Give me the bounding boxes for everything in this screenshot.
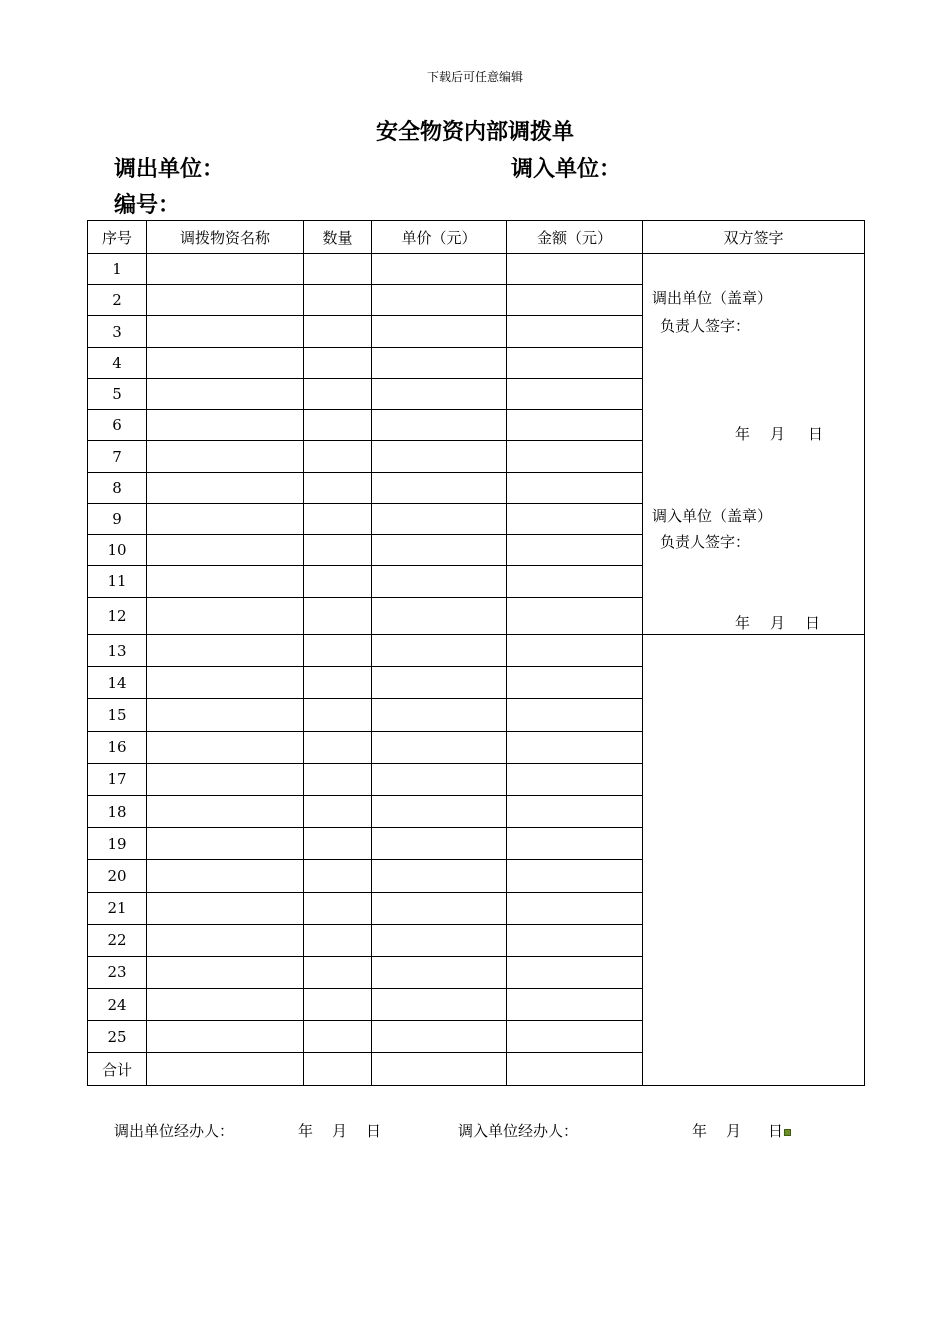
amount-cell[interactable] [507, 441, 643, 472]
footer-in-year: 年 [692, 1122, 708, 1140]
row-number: 8 [88, 472, 147, 503]
row-number: 15 [88, 699, 147, 731]
item-name-cell[interactable] [147, 860, 304, 892]
sign-in-person: 负责人签字： [660, 533, 751, 551]
sign-out-day: 日 [808, 425, 824, 443]
sign-out-date [735, 423, 823, 444]
row-number: 4 [88, 347, 147, 378]
row-number: 21 [88, 892, 147, 924]
quantity-cell[interactable] [304, 956, 372, 988]
quantity-cell[interactable] [304, 892, 372, 924]
item-name-cell[interactable] [147, 378, 304, 409]
row-number: 3 [88, 316, 147, 347]
unit-price-cell[interactable] [372, 254, 507, 285]
row-number: 7 [88, 441, 147, 472]
row-number: 13 [88, 635, 147, 667]
unit-price-cell[interactable] [372, 503, 507, 534]
table-row [88, 635, 865, 667]
amount-cell[interactable] [507, 956, 643, 988]
quantity-cell[interactable] [304, 597, 372, 634]
quantity-cell[interactable] [304, 828, 372, 860]
amount-cell[interactable] [507, 503, 643, 534]
amount-cell[interactable] [507, 667, 643, 699]
row-number: 1 [88, 254, 147, 285]
amount-cell[interactable] [507, 566, 643, 597]
amount-cell[interactable] [507, 347, 643, 378]
footer-in-month: 月 [726, 1122, 742, 1140]
unit-price-cell[interactable] [372, 956, 507, 988]
item-name-cell[interactable] [147, 989, 304, 1021]
out-unit-label: 调出单位： [114, 156, 225, 182]
quantity-cell[interactable] [304, 1021, 372, 1053]
unit-price-cell[interactable] [372, 699, 507, 731]
item-name-cell[interactable] [147, 254, 304, 285]
row-number: 9 [88, 503, 147, 534]
item-name-cell[interactable] [147, 924, 304, 956]
quantity-cell[interactable] [304, 635, 372, 667]
unit-price-cell[interactable] [372, 860, 507, 892]
sign-out-unit: 调出单位（盖章） [652, 289, 773, 307]
sign-in-year: 年 [735, 614, 751, 632]
row-number: 17 [88, 763, 147, 795]
quantity-cell[interactable] [304, 410, 372, 441]
sign-in-date [735, 612, 820, 633]
header-unit-price: 单价（元） [372, 221, 507, 254]
quantity-cell[interactable] [304, 1053, 372, 1085]
item-name-cell[interactable] [147, 472, 304, 503]
amount-cell[interactable] [507, 285, 643, 316]
signature-cell [643, 254, 865, 635]
amount-cell[interactable] [507, 892, 643, 924]
row-number: 12 [88, 597, 147, 634]
amount-cell[interactable] [507, 795, 643, 827]
unit-price-cell[interactable] [372, 1053, 507, 1085]
item-name-cell[interactable] [147, 892, 304, 924]
document-title: 安全物资内部调拨单 [375, 119, 574, 145]
header-note: 下载后可任意编辑 [426, 70, 523, 84]
row-number: 16 [88, 731, 147, 763]
item-name-cell[interactable] [147, 285, 304, 316]
row-number: 5 [88, 378, 147, 409]
blank-signature-area [643, 635, 865, 1086]
quantity-cell[interactable] [304, 535, 372, 566]
row-number: 2 [88, 285, 147, 316]
item-name-cell[interactable] [147, 763, 304, 795]
item-name-cell[interactable] [147, 566, 304, 597]
unit-price-cell[interactable] [372, 285, 507, 316]
footer-out-month: 月 [332, 1122, 348, 1140]
quantity-cell[interactable] [304, 378, 372, 409]
header-quantity: 数量 [304, 221, 372, 254]
in-handler-label: 调入单位经办人： [458, 1122, 579, 1140]
item-name-cell[interactable] [147, 441, 304, 472]
item-name-cell[interactable] [147, 795, 304, 827]
sign-in-day: 日 [805, 614, 821, 632]
unit-price-cell[interactable] [372, 1021, 507, 1053]
sign-in-unit: 调入单位（盖章） [652, 507, 773, 525]
row-number: 25 [88, 1021, 147, 1053]
amount-cell[interactable] [507, 989, 643, 1021]
quantity-cell[interactable] [304, 472, 372, 503]
unit-price-cell[interactable] [372, 892, 507, 924]
quantity-cell[interactable] [304, 254, 372, 285]
row-number: 合计 [88, 1053, 147, 1085]
quantity-cell[interactable] [304, 795, 372, 827]
unit-price-cell[interactable] [372, 566, 507, 597]
quantity-cell[interactable] [304, 503, 372, 534]
item-name-cell[interactable] [147, 731, 304, 763]
amount-cell[interactable] [507, 410, 643, 441]
header-signatures: 双方签字 [643, 221, 865, 254]
item-name-cell[interactable] [147, 667, 304, 699]
item-name-cell[interactable] [147, 347, 304, 378]
item-name-cell[interactable] [147, 1053, 304, 1085]
amount-cell[interactable] [507, 860, 643, 892]
table-header-row [88, 221, 865, 254]
unit-price-cell[interactable] [372, 441, 507, 472]
sign-out-year: 年 [735, 425, 751, 443]
unit-price-cell[interactable] [372, 535, 507, 566]
header-amount: 金额（元） [507, 221, 643, 254]
amount-cell[interactable] [507, 1021, 643, 1053]
amount-cell[interactable] [507, 1053, 643, 1085]
unit-price-cell[interactable] [372, 378, 507, 409]
amount-cell[interactable] [507, 254, 643, 285]
in-unit-label: 调入单位： [511, 156, 622, 182]
unit-price-cell[interactable] [372, 347, 507, 378]
sign-out-person: 负责人签字： [660, 317, 751, 335]
quantity-cell[interactable] [304, 989, 372, 1021]
quantity-cell[interactable] [304, 347, 372, 378]
amount-cell[interactable] [507, 828, 643, 860]
item-name-cell[interactable] [147, 597, 304, 634]
amount-cell[interactable] [507, 472, 643, 503]
quantity-cell[interactable] [304, 285, 372, 316]
item-name-cell[interactable] [147, 316, 304, 347]
quantity-cell[interactable] [304, 731, 372, 763]
item-name-cell[interactable] [147, 699, 304, 731]
quantity-cell[interactable] [304, 699, 372, 731]
item-name-cell[interactable] [147, 635, 304, 667]
row-number: 11 [88, 566, 147, 597]
unit-price-cell[interactable] [372, 597, 507, 634]
item-name-cell[interactable] [147, 828, 304, 860]
quantity-cell[interactable] [304, 924, 372, 956]
header-seq: 序号 [88, 221, 147, 254]
footer-in-day: 日 [768, 1122, 784, 1140]
unit-price-cell[interactable] [372, 924, 507, 956]
unit-price-cell[interactable] [372, 795, 507, 827]
sign-in-month: 月 [770, 614, 786, 632]
unit-price-cell[interactable] [372, 667, 507, 699]
footer-out-day: 日 [366, 1122, 382, 1140]
unit-price-cell[interactable] [372, 635, 507, 667]
number-label: 编号： [114, 192, 181, 218]
quantity-cell[interactable] [304, 763, 372, 795]
item-name-cell[interactable] [147, 410, 304, 441]
item-name-cell[interactable] [147, 956, 304, 988]
unit-price-cell[interactable] [372, 410, 507, 441]
unit-price-cell[interactable] [372, 472, 507, 503]
unit-price-cell[interactable] [372, 989, 507, 1021]
item-name-cell[interactable] [147, 535, 304, 566]
amount-cell[interactable] [507, 535, 643, 566]
marker-icon [784, 1129, 791, 1136]
footer-in-day-wrap [768, 1120, 791, 1141]
unit-price-cell[interactable] [372, 731, 507, 763]
row-number: 10 [88, 535, 147, 566]
amount-cell[interactable] [507, 635, 643, 667]
row-number: 6 [88, 410, 147, 441]
unit-price-cell[interactable] [372, 316, 507, 347]
amount-cell[interactable] [507, 924, 643, 956]
quantity-cell[interactable] [304, 566, 372, 597]
quantity-cell[interactable] [304, 316, 372, 347]
item-name-cell[interactable] [147, 503, 304, 534]
amount-cell[interactable] [507, 316, 643, 347]
out-handler-label: 调出单位经办人： [114, 1122, 235, 1140]
unit-price-cell[interactable] [372, 763, 507, 795]
row-number: 14 [88, 667, 147, 699]
sign-out-month: 月 [770, 425, 786, 443]
quantity-cell[interactable] [304, 667, 372, 699]
row-number: 24 [88, 989, 147, 1021]
footer-out-year: 年 [298, 1122, 314, 1140]
header-item-name: 调拨物资名称 [147, 221, 304, 254]
amount-cell[interactable] [507, 597, 643, 634]
quantity-cell[interactable] [304, 860, 372, 892]
amount-cell[interactable] [507, 731, 643, 763]
table-row [88, 254, 865, 285]
quantity-cell[interactable] [304, 441, 372, 472]
unit-price-cell[interactable] [372, 828, 507, 860]
amount-cell[interactable] [507, 763, 643, 795]
item-name-cell[interactable] [147, 1021, 304, 1053]
row-number: 22 [88, 924, 147, 956]
transfer-table [87, 220, 865, 1086]
row-number: 20 [88, 860, 147, 892]
amount-cell[interactable] [507, 378, 643, 409]
row-number: 23 [88, 956, 147, 988]
row-number: 19 [88, 828, 147, 860]
row-number: 18 [88, 795, 147, 827]
amount-cell[interactable] [507, 699, 643, 731]
